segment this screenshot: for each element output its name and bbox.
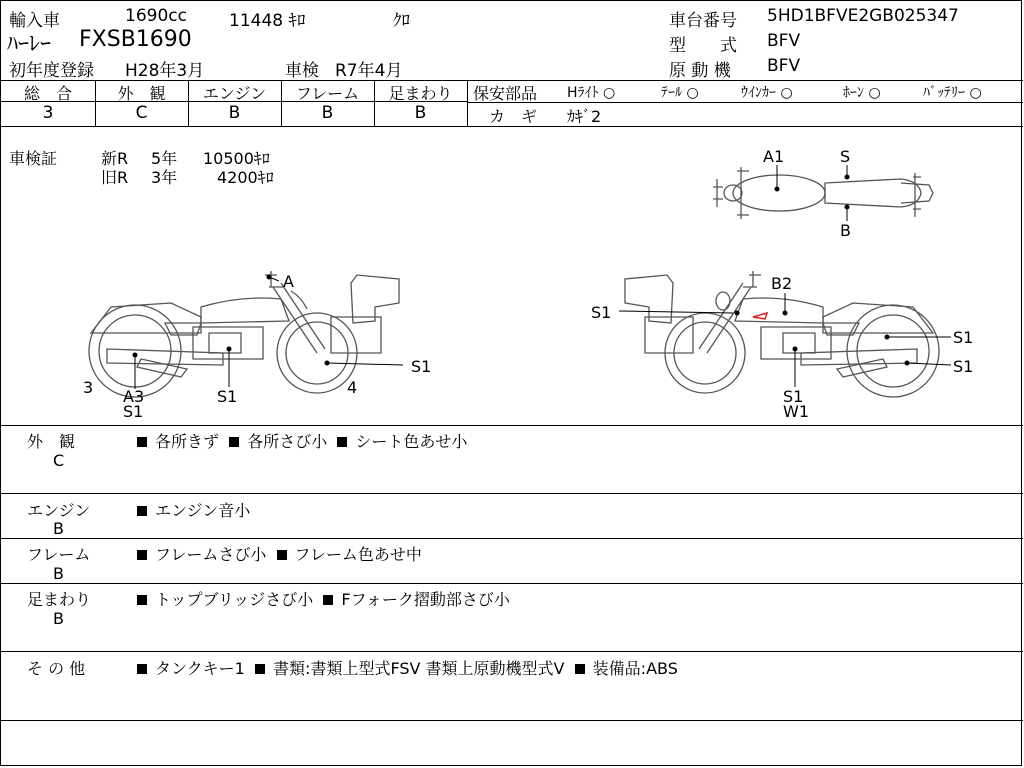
remark-items-exterior: 各所きず 各所さび小 シート色あせ小 [137, 429, 467, 452]
cert-old-name: 旧R [101, 168, 129, 187]
vin-label: 車台番号 [669, 11, 737, 31]
key-value: ｶｷﾞ2 [567, 107, 602, 126]
safety-item-battery: ﾊﾞｯﾃﾘｰ ○ [923, 85, 982, 101]
cert-new-km: 10500ｷﾛ [203, 149, 270, 168]
safety-item-winker: ｳｲﾝｶｰ ○ [741, 85, 793, 101]
import-label: 輸入車 [9, 11, 60, 31]
cert-new-name: 新R [101, 149, 129, 168]
remark-grade-engine: B [53, 519, 64, 538]
remark-grade-frame: B [53, 564, 64, 583]
remark-items-suspension: トップブリッジさび小 Fフォーク摺動部さび小 [137, 587, 510, 610]
label-left-4: 4 [347, 378, 358, 397]
grade-label-exterior: 外 観 [117, 84, 166, 103]
cert-old-km: 4200ｷﾛ [217, 168, 274, 187]
label-left-3: 3 [83, 378, 94, 397]
grade-value-suspension: B [414, 103, 427, 123]
vin: 5HD1BFVE2GB025347 [767, 6, 959, 26]
inspection-value: R7年4月 [335, 61, 403, 81]
inspection-label: 車検 [285, 61, 319, 81]
grid-line [1, 720, 1023, 721]
safety-label: 保安部品 [473, 84, 538, 103]
grid-line [1, 583, 1023, 584]
remark-label-other: そ の 他 [27, 659, 86, 678]
safety-item-horn: ﾎｰﾝ ○ [843, 85, 881, 101]
remark-items-other: タンクキー1 書類:書類上型式FSV 書類上原動機型式V 装備品:ABS [137, 656, 678, 679]
label-left-s1-engine: S1 [217, 387, 238, 406]
label-right-s1-bag: S1 [591, 303, 612, 322]
label-top-b: B [840, 221, 851, 240]
label-top-s: S [840, 147, 851, 166]
type-value: BFV [767, 31, 801, 51]
first-reg-value: H28年3月 [125, 61, 205, 81]
label-right-s1-engine: S1 [783, 387, 804, 406]
top-view-motorcycle [713, 167, 933, 219]
grade-label-frame: フレーム [295, 84, 360, 103]
remark-items-engine: エンジン音小 [137, 498, 250, 521]
label-right-b2: B2 [771, 274, 793, 293]
label-left-a: A [283, 272, 294, 291]
label-left-a3: A3 [123, 387, 145, 406]
grid-line [1, 493, 1023, 494]
remark-grade-suspension: B [53, 609, 64, 628]
engine-model-label: 原 動 機 [669, 61, 731, 81]
label-right-s1-wheel: S1 [953, 357, 974, 376]
grade-value-engine: B [228, 103, 241, 123]
grid-line [1, 651, 1023, 652]
grade-value-exterior: C [135, 103, 148, 123]
displacement: 1690cc [125, 6, 187, 26]
grade-label-engine: エンジン [202, 84, 267, 103]
safety-item-headlight: Hﾗｲﾄ ○ [567, 85, 616, 101]
grid-line [467, 102, 1023, 103]
color: ｸﾛ [393, 11, 410, 31]
model: FXSB1690 [79, 27, 192, 52]
damage-diagram [1, 127, 1023, 425]
label-left-s1: S1 [411, 357, 432, 376]
engine-model-value: BFV [767, 56, 801, 76]
mileage: 11448 ｷﾛ [229, 11, 306, 31]
label-right-s1-rear: S1 [953, 328, 974, 347]
label-right-w1: W1 [783, 402, 809, 421]
grid-line [1, 538, 1023, 539]
remark-label-frame: フレーム [27, 545, 91, 564]
grid-line [467, 80, 468, 126]
grade-label-overall: 総 合 [23, 84, 72, 103]
label-top-a1: A1 [763, 147, 785, 166]
type-label: 型 式 [669, 36, 737, 56]
grade-label-suspension: 足まわり [388, 84, 453, 103]
remark-items-frame: フレームさび小 フレーム色あせ中 [137, 542, 422, 565]
grade-value-frame: B [321, 103, 334, 123]
remark-grade-exterior: C [53, 451, 65, 470]
cert-new-years: 5年 [151, 149, 178, 168]
damage-mark [753, 313, 767, 319]
remark-label-engine: エンジン [27, 501, 91, 520]
remark-label-exterior: 外 観 [27, 432, 76, 451]
safety-item-tail: ﾃｰﾙ ○ [661, 85, 699, 101]
grade-value-overall: 3 [42, 103, 54, 123]
key-label: カ ギ [489, 107, 538, 126]
cert-label: 車検証 [9, 149, 58, 168]
remark-label-suspension: 足まわり [27, 590, 92, 609]
grid-line [1, 425, 1023, 426]
label-left-s1-bottom: S1 [123, 402, 144, 421]
first-reg-label: 初年度登録 [9, 61, 94, 81]
maker: ﾊｰﾚｰ [7, 32, 52, 57]
cert-old-years: 3年 [151, 168, 178, 187]
